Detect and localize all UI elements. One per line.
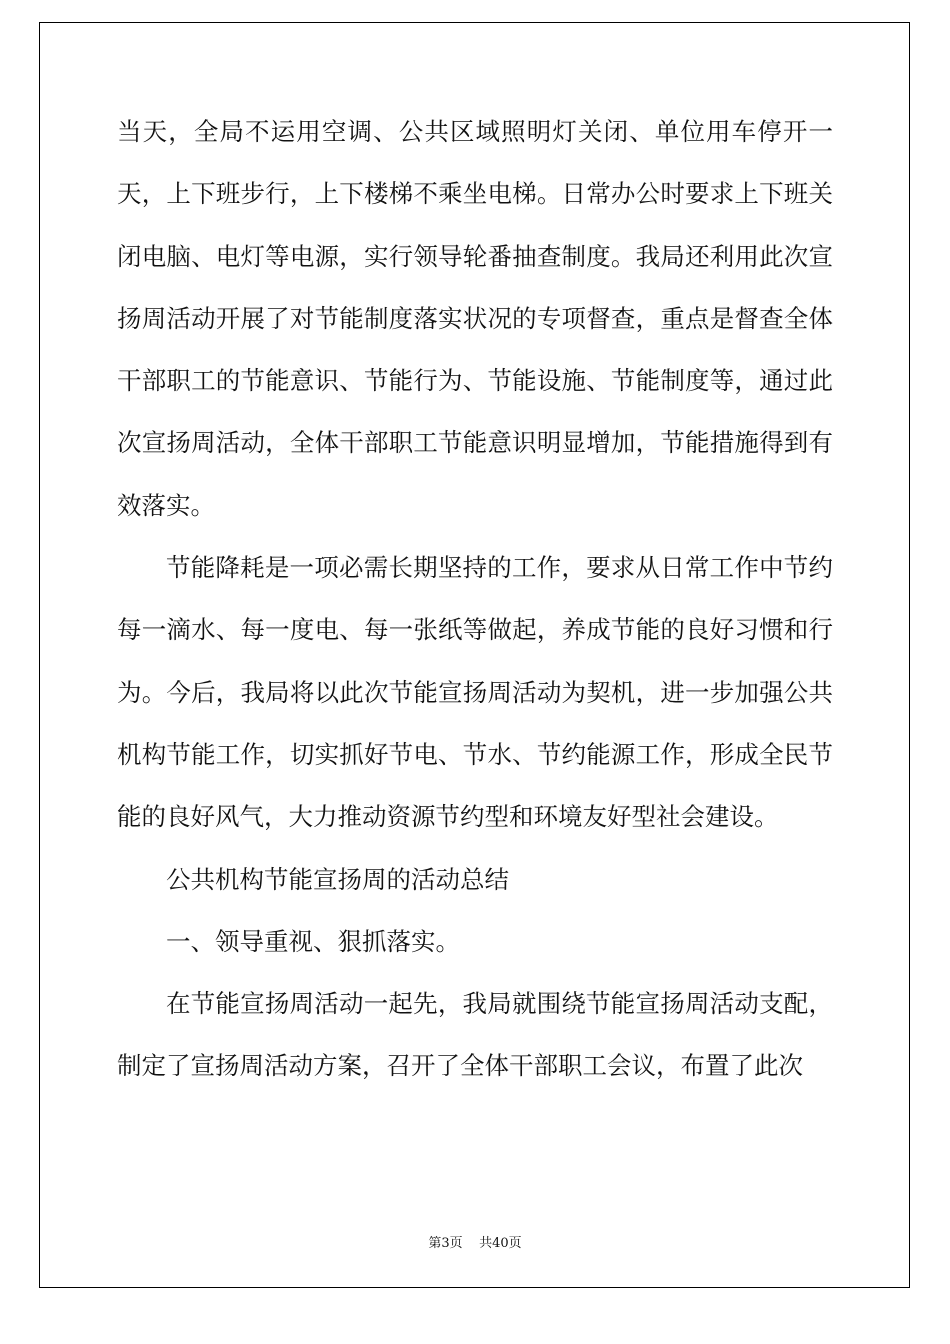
page-number: 第3页 <box>428 1236 463 1251</box>
paragraph-energy-saving: 节能降耗是一项必需长期坚持的工作，要求从日常工作中节约每一滴水、每一度电、每一张纸等做起，养成节能的良好习惯和行为。今后，我局将以此次节能宣扬周活动为契机，进一步加强公共机构节能工作，切实抓好节电、节水、节约能源工作，形成全民节能的良好风气，大力推动资源节约型和环境友好型社会建设。 <box>117 553 833 832</box>
section-heading-1: 一、领导重视、狠抓落实。 <box>166 926 460 956</box>
page-total: 共40页 <box>479 1236 522 1251</box>
page-footer <box>0 1232 950 1251</box>
paragraph-section-1: 在节能宣扬周活动一起先，我局就围绕节能宣扬周活动支配，制定了宣扬周活动方案，召开了全体干部职工会议，布置了此次 <box>117 989 833 1081</box>
document-body <box>117 101 833 1098</box>
section-title: 公共机构节能宣扬周的活动总结 <box>166 864 509 894</box>
paragraph-continuation: 当天，全局不运用空调、公共区域照明灯关闭、单位用车停开一天，上下班步行，上下楼梯不乘坐电梯。日常办公时要求上下班关闭电脑、电灯等电源，实行领导轮番抽查制度。我局还利用此次宣扬周活动开展了对节能制度落实状况的专项督查，重点是督查全体干部职工的节能意识、节能行为、节能设施、节能制度等，通过此次宣扬周活动，全体干部职工节能意识明显增加，节能措施得到有效落实。 <box>117 117 833 520</box>
